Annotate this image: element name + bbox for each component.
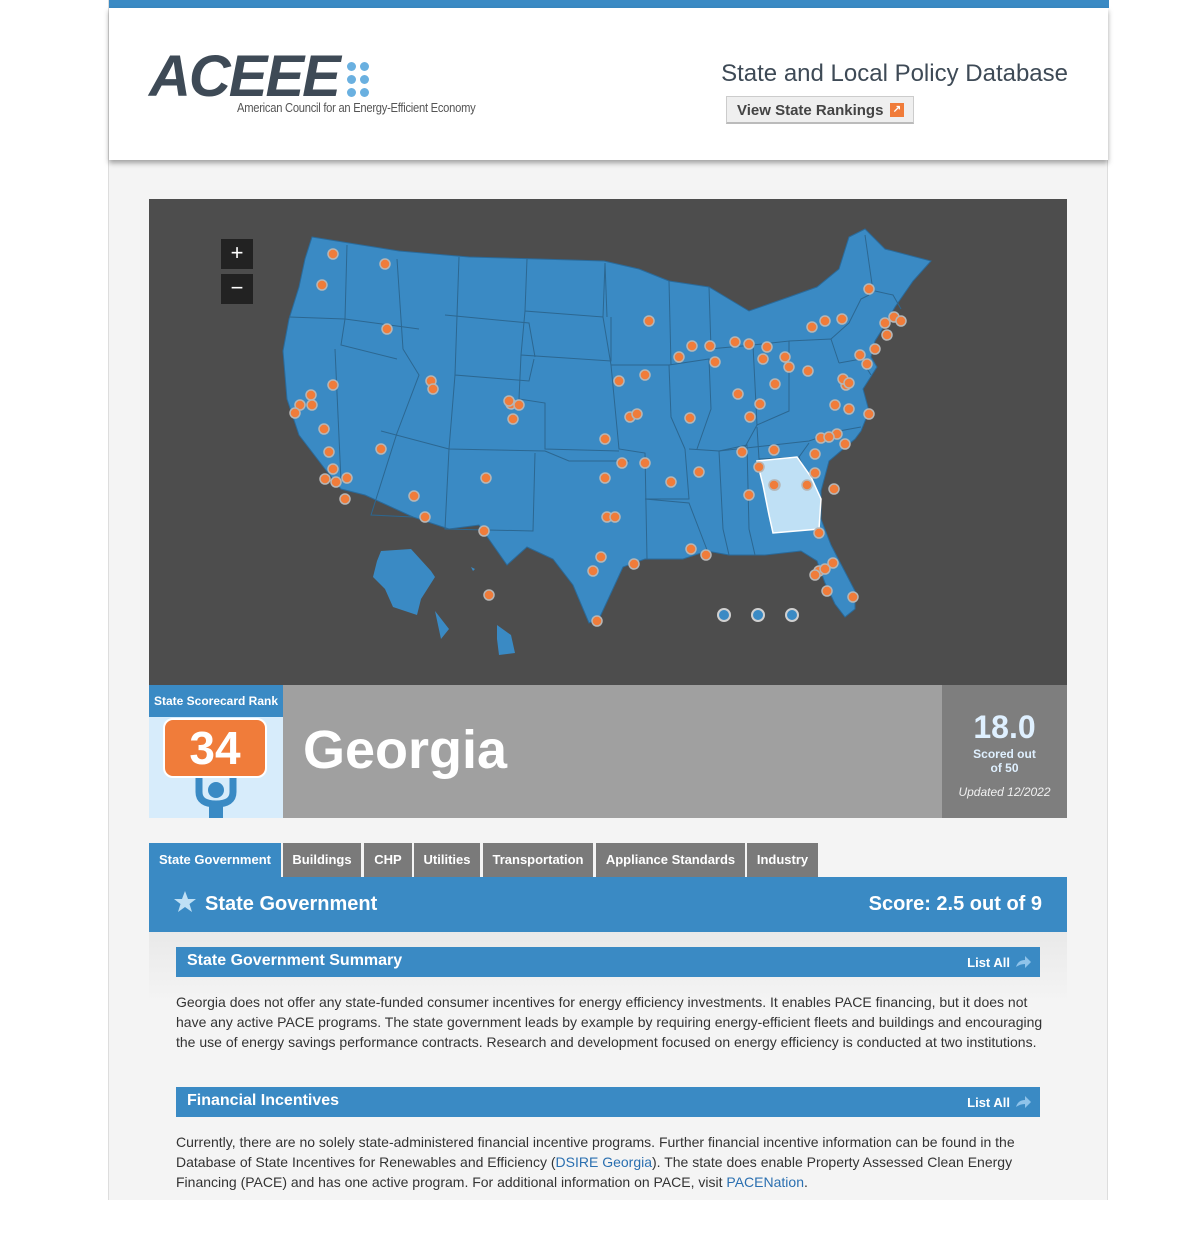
rank-label: State Scorecard Rank bbox=[149, 685, 283, 717]
map-carousel-dots[interactable] bbox=[718, 609, 798, 621]
tab-industry[interactable]: Industry bbox=[747, 843, 818, 877]
zoom-in-button[interactable]: + bbox=[221, 239, 253, 269]
summary-text: Georgia does not offer any state-funded consumer incentives for energy efficiency investments. It enables PACE financing, but it does not have any active PACE programs. The state government leads by example by requiring energy-efficient fleets and buildings and encouraging the use of energy savings performance contracts. Research and development focused on energy efficiency is conducted at two institutions. bbox=[176, 994, 1043, 1050]
state-map[interactable] bbox=[149, 199, 1067, 685]
summary-list-all-link[interactable]: List All bbox=[967, 955, 1010, 970]
page-container bbox=[108, 0, 1108, 1200]
zoom-out-button[interactable]: − bbox=[221, 274, 253, 304]
financial-text-part-2: ). The state does enable Property Assessed Clean Energy Financing (PACE) and has one active program. For additional information on PACE, visit bbox=[176, 1154, 1013, 1190]
summary-header bbox=[176, 947, 1040, 977]
financial-text-part-1: Currently, there are no solely state-administered financial incentive programs. Further financial incentive information can be found in the Database of State Incentives for Renewables and Efficiency ( bbox=[176, 1134, 1015, 1170]
summary-title: State Government Summary bbox=[187, 952, 403, 969]
share-arrow-icon[interactable] bbox=[1015, 1096, 1031, 1108]
person-holding-sign-icon bbox=[195, 778, 237, 818]
database-title: State and Local Policy Database bbox=[721, 60, 1068, 87]
pacenation-link[interactable]: PACENation bbox=[726, 1174, 804, 1190]
tab-transportation[interactable]: Transportation bbox=[483, 843, 593, 877]
section-score: Score: 2.5 out of 9 bbox=[868, 893, 1042, 915]
hawaii-shape[interactable] bbox=[471, 567, 515, 655]
rankings-button-label: View State Rankings bbox=[737, 102, 884, 119]
section-title: State Government bbox=[205, 893, 378, 915]
aceee-logo[interactable] bbox=[149, 44, 476, 124]
header bbox=[109, 8, 1108, 160]
logo-word: ACEEE bbox=[149, 44, 339, 109]
star-icon bbox=[173, 890, 197, 914]
total-score: 18.0 bbox=[973, 709, 1036, 745]
rank-number: 34 bbox=[163, 718, 267, 778]
scorecard-bar bbox=[149, 685, 1067, 818]
state-name: Georgia bbox=[303, 720, 508, 780]
score-box bbox=[942, 685, 1067, 818]
view-state-rankings-button[interactable] bbox=[726, 96, 914, 124]
external-link-icon: ↗ bbox=[890, 103, 904, 117]
section-header bbox=[149, 877, 1067, 932]
section-content bbox=[149, 932, 1067, 1200]
updated-date: Updated 12/2022 bbox=[958, 785, 1051, 799]
financial-incentives-text bbox=[176, 1132, 1046, 1192]
score-out-of: Scored out of 50 bbox=[973, 747, 1036, 775]
financial-text-part-3: . bbox=[803, 1174, 808, 1190]
financial-incentives-title: Financial Incentives bbox=[187, 1092, 340, 1109]
tab-utilities[interactable]: Utilities bbox=[414, 843, 480, 877]
financial-list-all-link[interactable]: List All bbox=[967, 1095, 1010, 1110]
share-arrow-icon[interactable] bbox=[1015, 956, 1031, 968]
tab-appliance-standards[interactable]: Appliance Standards bbox=[596, 843, 745, 877]
top-accent-bar bbox=[109, 0, 1109, 8]
logo-dots-icon bbox=[347, 62, 373, 98]
financial-incentives-header bbox=[176, 1087, 1040, 1117]
dsire-georgia-link[interactable]: DSIRE Georgia bbox=[555, 1154, 652, 1170]
tab-buildings[interactable]: Buildings bbox=[283, 843, 361, 877]
rank-box bbox=[149, 685, 283, 818]
tab-chp[interactable]: CHP bbox=[364, 843, 412, 877]
alaska-shape[interactable] bbox=[373, 549, 449, 639]
logo-tagline: American Council for an Energy-Efficient Economy bbox=[237, 100, 476, 115]
tab-state-government[interactable]: State Government bbox=[149, 843, 281, 877]
us-map-svg[interactable] bbox=[149, 199, 1067, 685]
